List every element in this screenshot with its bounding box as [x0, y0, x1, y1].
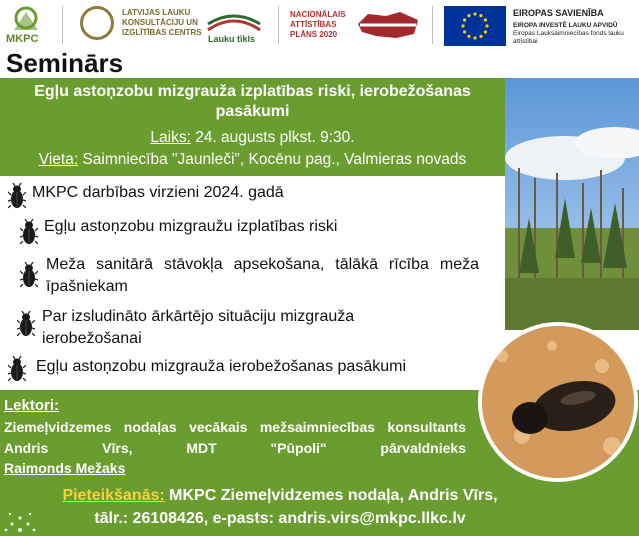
llkc-logo-text: LATVIJAS LAUKU KONSULTĀCIJU UN IZGLĪTĪBAS CENTRS	[122, 8, 202, 37]
divider	[432, 6, 433, 44]
beetle-bullet-icon	[8, 356, 26, 382]
llkc-logo-icon	[80, 6, 114, 40]
agenda-item: Par izsludināto ārkārtējo situāciju mizgrauža ierobežošanai	[42, 308, 355, 347]
registration-label: Pieteikšanās:	[62, 487, 165, 504]
registration-line	[0, 484, 560, 507]
divider	[62, 6, 63, 44]
event-title: Egļu astoņzobu mizgrauža izplatības riski, ierobežošanas pasākumi	[34, 83, 471, 120]
eu-subtitle-line: Eiropas Lauksaimniecības fonds lauku attīstībai	[513, 30, 624, 45]
divider	[278, 6, 279, 44]
beetle-bullet-icon	[17, 311, 35, 337]
beetle-photo	[478, 322, 638, 482]
agenda-item: Egļu astoņzobu mizgraužu izplatības riski	[44, 218, 338, 235]
eu-title: EIROPAS SAVIENĪBA	[513, 8, 604, 18]
place-value: Saimniecība "Jaunleči", Kocēnu pag., Valmieras novads	[78, 151, 467, 168]
time-value: 24. augusts plkst. 9:30.	[190, 129, 355, 146]
eu-subtitle	[513, 22, 639, 46]
registration	[0, 484, 560, 530]
lectors-text: Ziemeļvidzemes nodaļas vecākais mežsaimniecības konsultants Andris Vīrs, MDT "Pūpoli" pārvaldnieks	[4, 419, 466, 456]
agenda-item: Egļu astoņzobu mizgrauža ierobežošanas pasākumi	[36, 358, 406, 375]
nap-logo-text: NACIONĀLAIS ATTĪSTĪBAS PLĀNS 2020	[290, 10, 346, 39]
beetle-bullet-icon	[8, 183, 26, 209]
page-title: Seminārs	[6, 48, 124, 78]
mkpc-logo-text: MKPC	[6, 33, 39, 45]
eu-subtitle-line: EIROPA INVESTĒ LAUKU APVIDŪ	[513, 22, 618, 29]
lector-name: Raimonds Mežaks	[4, 460, 126, 476]
agenda-item: Meža sanitārā stāvokļa apsekošana, tālākā rīcība meža īpašniekam	[46, 256, 479, 295]
beetle-bullet-icon	[20, 262, 38, 288]
forest-photo	[505, 78, 639, 330]
registration-contact: MKPC Ziemeļvidzemes nodaļa, Andris Vīrs,	[164, 487, 498, 504]
event-place	[0, 150, 505, 170]
beetle-bullet-icon	[20, 219, 38, 245]
logo-bar	[0, 0, 639, 50]
event-header	[0, 78, 505, 176]
place-label: Vieta:	[38, 151, 79, 168]
latvia-map-icon	[356, 10, 420, 40]
event-time	[0, 128, 505, 148]
eu-flag-icon	[444, 6, 506, 46]
lauku-tikls-logo-icon	[204, 10, 264, 36]
lauku-tikls-logo-text: Lauku tīkls	[208, 34, 256, 44]
decorative-dots-icon	[0, 500, 44, 536]
lectors-label: Lektori:	[4, 397, 60, 414]
registration-contacts: tālr.: 26108426, e-pasts: andris.virs@mkpc.llkc.lv	[94, 510, 466, 527]
agenda-item: MKPC darbības virzieni 2024. gadā	[32, 184, 284, 201]
time-label: Laiks:	[150, 129, 191, 146]
